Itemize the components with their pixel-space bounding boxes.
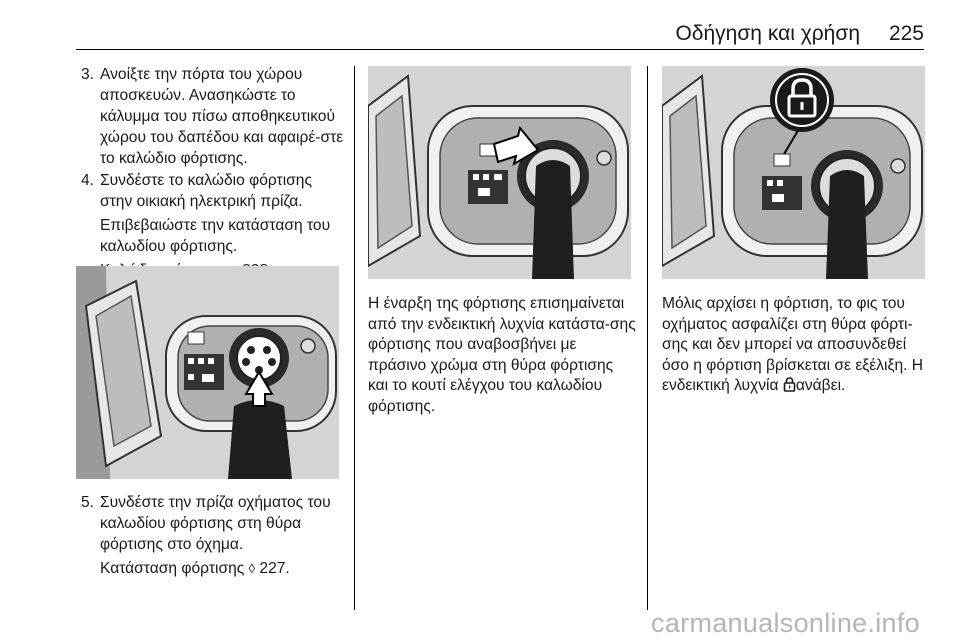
ref-page: 227. [259, 560, 290, 577]
step-number: 3. [81, 66, 95, 83]
step-5 [81, 492, 348, 579]
step-note: Επιβεβαιώστε την κατάσταση του καλωδίου φόρτισης. [100, 217, 331, 255]
column-divider [647, 66, 648, 610]
caption-text-end: ανάβει. [795, 377, 846, 394]
watermark: carmanualsonline.info [651, 608, 920, 638]
step-number: 4. [81, 172, 95, 189]
section-title: Οδήγηση και χρήση [675, 22, 860, 45]
ref-triangle-icon: ◊ [248, 561, 256, 576]
step-text: Ανοίξτε την πόρτα του χώρου αποσκευών. Ανασηκώστε το κάλυμμα του πίσω αποθηκευτικού χώρου του δαπέδου και αφαιρέ-στε το καλώδιο φόρτισης. [100, 66, 344, 167]
column-divider [354, 66, 355, 610]
caption-text: Μόλις αρχίσει η φόρτιση, το φις του οχήματος ασφαλίζει στη θύρα φόρτι-σης και δεν μπορεί να αποσυνδεθεί όσο η φόρτιση βρίσκεται σε εξέλιξη. Η ενδεικτική λυχνία [662, 295, 924, 394]
header-rule [76, 49, 924, 50]
cross-reference[interactable] [100, 558, 348, 579]
step-text: Συνδέστε το καλώδιο φόρτισης στην οικιακή ηλεκτρική πρίζα. [100, 172, 312, 210]
step-3 [81, 64, 348, 169]
page-header [0, 0, 960, 50]
plug-lock-illustration [662, 66, 925, 279]
figure-charging-indicator [368, 66, 631, 279]
step-4 [81, 170, 348, 281]
step-text: Συνδέστε την πρίζα οχήματος του καλωδίου φόρτισης στη θύρα φόρτισης στο όχημα. [100, 494, 331, 553]
lock-icon [783, 377, 796, 392]
figure-plug-lock [662, 66, 925, 279]
page-number: 225 [888, 22, 924, 45]
caption-charging-start: Η έναρξη της φόρτισης επισημαίνεται από την ενδεικτική λυχνία κατάστα-σης φόρτισης που αναβοσβήνει με πράσινο χρώμα στη θύρα φόρτισης και το κουτί ελέγχου του καλωδίου φόρτισης. [368, 295, 636, 415]
caption-plug-lock [662, 294, 930, 397]
plug-insertion-illustration [76, 266, 339, 479]
charging-indicator-illustration [368, 66, 631, 279]
figure-plug-insertion [76, 266, 339, 479]
ref-label: Κατάσταση φόρτισης [100, 560, 245, 577]
step-number: 5. [81, 494, 95, 511]
